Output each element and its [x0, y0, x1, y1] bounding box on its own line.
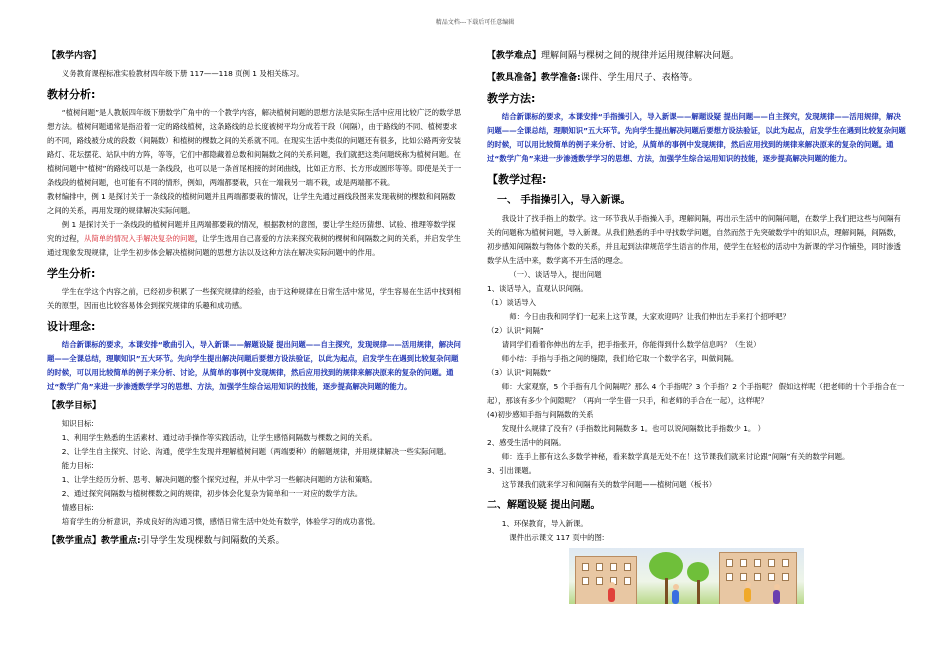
- goal-emotion-label: 情感目标:: [61, 503, 94, 512]
- analysis-highlight: 从简单的情况入手解决复杂的问题: [83, 234, 195, 243]
- student-analysis-title: 学生分析:: [47, 267, 96, 280]
- analysis-paragraph-1: “植树问题”是人教版四年级下册数学广角中的一个教学内容，解决植树问题的思想方法是实际生活中应用比较广泛的数学思想方法。植树问题通常是指沿着一定的路线植树，这条路线的总长度被树平均分成若干段（间隔），由于路线的不同、植树要求的不同，路线被分成的段数（间隔数）和植树的棵数之间的关系就不同。在现实生活中类似的问题还有很多，比如公路两旁安装路灯、花坛摆花、站队中的方阵，等等，它们中都隐藏着总数和间隔数之间的关系问题，我们就把这类问题统称为植树问题。在植树问题中“植树”的路线可以是一条线段，也可以是一条首尾相接的封闭曲线，比如正方形、长方形或圆形等等。即使是关于一条线段的植树问题，也可能有不同的情形，例如，两端都要栽，只在一端栽另一端不栽，或是两端都不栽。: [47, 108, 462, 187]
- design-title: 设计理念:: [47, 320, 96, 333]
- difficulty: [487, 49, 907, 63]
- building-right: [719, 552, 797, 604]
- goal-knowledge-2: 2、让学生自主探究、讨论、沟通，使学生发现并理解植树问题（两端要种）的解题规律，并用规律解决一些实际问题。: [61, 447, 451, 456]
- content-text: 义务教育课程标准实验教材四年级下册 117——118 页例 1 及相关练习。: [61, 69, 304, 78]
- goal-ability-1: 1、让学生经历分析、思考、解决问题的整个探究过程，并从中学习一些解决问题的方法和策略。: [61, 475, 377, 484]
- analysis-text-a: 例 1 是探讨关于一条线段的植树问题并且两端都要栽的情况，根据教材的意图，要让学生经历猜想、试验、推理等数学探究的过程，: [47, 220, 456, 243]
- goal-emotion-1: 培育学生的分析意识，养成良好的沟通习惯，感悟日常生活中处处有数学，体验学习的成功喜悦。: [61, 517, 380, 526]
- difficulty-text: 理解间隔与棵树之间的规律并运用规律解决问题。: [541, 51, 740, 61]
- tree-icon: [687, 562, 709, 582]
- part1-line-7: （3）认识“间隔数”: [487, 368, 552, 377]
- goal-ability-2: 2、通过探究间隔数与植树棵数之间的规律，初步体会化复杂为简单和一一对应的数学方法。: [61, 489, 363, 498]
- building-left: [575, 556, 637, 604]
- part1-step: （一）、谈话导入，提出问题: [509, 270, 602, 279]
- tree-icon: [649, 552, 683, 580]
- method-title: 教学方法:: [487, 92, 536, 105]
- analysis-paragraph-3: [47, 218, 462, 260]
- part1-line-14: 这节课我们就来学习和间隔有关的数学问题——植树问题（板书）: [501, 480, 717, 489]
- preparation-text: 课件、学生用尺子、表格等。: [580, 73, 698, 83]
- part1-line-8: 师：大家观察，5 个手指有几个间隔呢？那么 4 个手指呢？3 个手指？2 个手指呢？ 假如这样呢（把老师的十个手指合在一起），那该有多少个间隙呢？（再向一学生借一只手，和老师的手合在一起），这样呢？: [487, 382, 905, 405]
- preparation: [487, 71, 907, 85]
- part1-line-13: 3、引出课题。: [487, 466, 537, 475]
- preparation-title: 【教具准备】教学准备:: [487, 73, 581, 83]
- analysis-title: 教材分析:: [47, 88, 96, 101]
- part1-line-12: 师：连手上都有这么多数学神秘，看来数学真是无处不在！这节课我们就来讨论跟“间隔”有关的数学问题。: [501, 452, 850, 461]
- part1-line-9: (4)初步感知手指与间隔数的关系: [487, 410, 594, 419]
- part1-line-2: （1）谈话导入: [487, 298, 537, 307]
- part1-line-4: （2）认识“间隔”: [487, 326, 544, 335]
- part1-line-5: 请同学们看着你伸出的左手，把手指张开，你能得到什么数学信息吗？（生说）: [501, 340, 761, 349]
- analysis-paragraph-2: 教材编排中，例 1 是探讨关于一条线段的植树问题并且两端都要栽的情况，让学生先通过画线段图来发现栽树的棵数和间隔数之间的关系，再用发现的规律解决实际问题。: [47, 192, 456, 215]
- part2-title: 二、解题设疑 提出问题。: [487, 500, 601, 511]
- part1-line-3: 师：今日由我和同学们一起来上这节课，大家欢迎吗？让我们伸出左手来打个招呼吧？: [509, 312, 791, 321]
- part1-intro: 我设计了找手指上的数学。这一环节我从手指操入手，理解间隔，再出示生活中的间隔问题，在数学上我们把这些与间隔有关的问题称为植树问题，导入新课。从我们熟悉的手中寻找数学问题，自然而然于先突破数学中的知识点，理解间隔，间隔数，初步感知间隔数与物体个数的关系，并且起到法律规范学生语言的作用，使学生在轻松的活动中为新课的学习作铺垫，同时渗透数学从生活中来，数学离不开生活的理念。: [487, 214, 901, 265]
- part2-line-1: 1、环保教育，导入新课。: [501, 519, 588, 528]
- method-text: 结合新课标的要求，本课安排“手指操引入，导入新课——解题设疑 提出问题——自主探究，发现规律——活用规律，解决问题——全课总结，理顺知识”五大环节。先向学生提出解决问题后要想方设法验证，以此为起点，启发学生在遇到比较复杂问题的时候，可以用比较简单的例子来分析、讨论，从简单的事例中发现规律，然后应用找到的规律来解决原来的复杂的问题。通过“数学广角”来进一步渗透数学学习的思想、方法，加强学生综合运用知识的技能，逐步提高解决问题的能力。: [487, 112, 906, 163]
- part1-line-11: 2、感受生活中的间隔。: [487, 438, 566, 447]
- key-point: [47, 534, 462, 548]
- left-column: [47, 44, 462, 552]
- right-column: [487, 44, 907, 604]
- part1-line-6: 师小结：手指与手指之间的缝隙，我们给它取一个数学名字，叫做间隔。: [501, 354, 739, 363]
- key-point-title: 【教学重点】教学重点:: [47, 536, 141, 546]
- goal-knowledge-label: 知识目标:: [61, 419, 94, 428]
- part1-line-1: 1、谈话导入，直观认识间隔。: [487, 284, 588, 293]
- content-title: 【教学内容】: [47, 51, 102, 61]
- design-text: 结合新课标的要求，本课安排“歌曲引入，导入新课——解题设疑 提出问题——自主探究，发现规律——活用规律，解决问题——全课总结，理顺知识”五大环节。先向学生提出解决问题后要想方设法验证，以此为起点，启发学生在遇到比较复杂问题的时候，可以用比较简单的例子来分析、讨论，从简单的事例中发现规律，然后应用找到的规律来解决原来的复杂的问题。通过“数学广角”来进一步渗透数学学习的思想、方法，加强学生综合运用知识的技能，逐步提高解决问题的能力。: [47, 340, 461, 391]
- part1-line-10: 发现什么规律了没有？(手指数比间隔数多 1。也可以说间隔数比手指数少 1。 ）: [501, 424, 766, 433]
- textbook-illustration: [569, 548, 804, 604]
- analysis-text-b: ，让学生选用自己喜爱的方法来探究栽树的棵树和间隔数之间的关系，并启发学生通过现象发现规律，让学生初步体会解决植树问题的思想方法以及这种方法在解决实际问题中的作用。: [47, 234, 461, 257]
- goal-ability-label: 能力目标:: [61, 461, 94, 470]
- difficulty-title: 【教学难点】: [487, 51, 542, 61]
- process-title: 【教学过程:: [487, 173, 547, 186]
- goal-knowledge-1: 1、利用学生熟悉的生活素材、通过动手操作等实践活动，让学生感悟间隔数与棵数之间的关系。: [61, 433, 377, 442]
- part1-title: 一、 手指操引入，导入新课。: [497, 195, 631, 206]
- header-note: 精品文档---下载后可任意编辑: [435, 19, 515, 26]
- part2-line-2: 课件出示课文 117 页中的图:: [509, 533, 605, 542]
- goal-title: 【教学目标】: [47, 401, 102, 411]
- key-point-text: 引导学生发现棵数与间隔数的关系。: [140, 536, 285, 546]
- student-analysis-text: 学生在学这个内容之前，已经初步积累了一些探究规律的经验，由于这种规律在日常生活中常见，学生容易在生活中找到相关的原型，因而也比较容易体会到探究规律的乐趣和成功感。: [47, 287, 461, 310]
